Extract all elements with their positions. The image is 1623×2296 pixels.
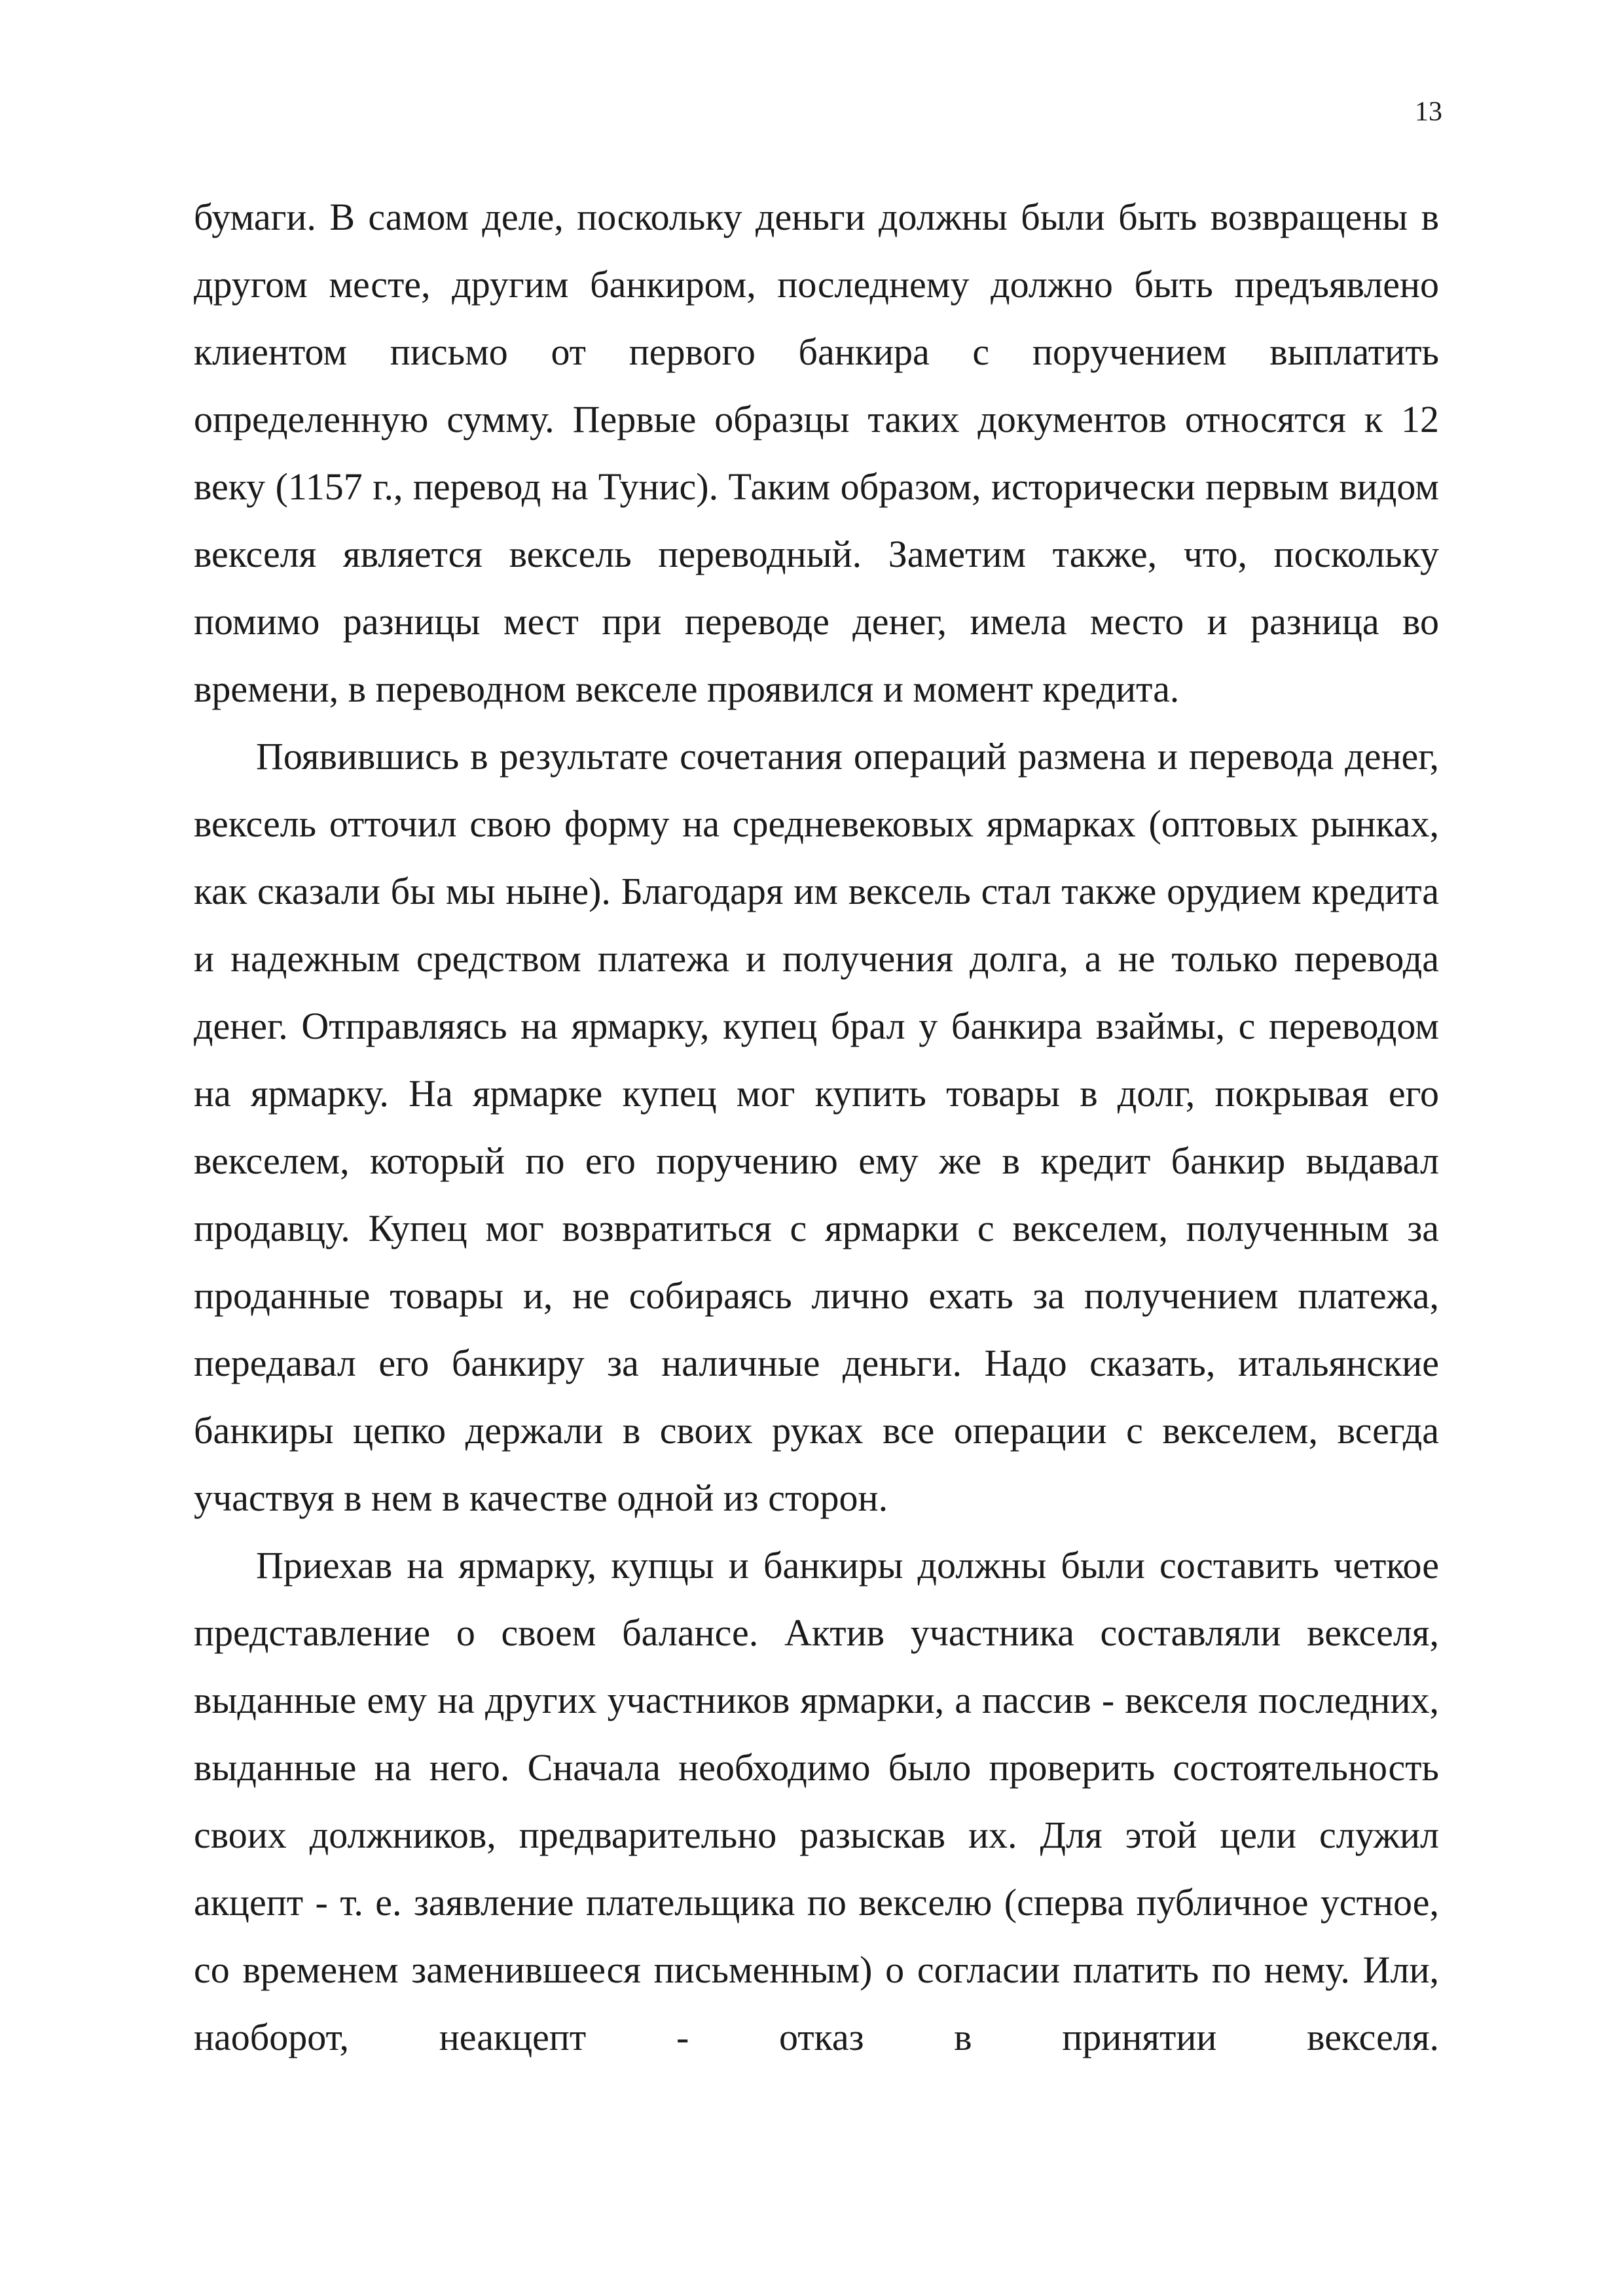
page-number: 13 bbox=[1415, 97, 1442, 127]
paragraph-1: бумаги. В самом деле, поскольку деньги должны были быть возвращены в другом месте, другим банкиром, последнему должно быть предъявлено клиентом письмо от первого банкира с поручением выплатить определенную сумму. Первые образцы таких документов относятся к 12 веку (1157 г., перевод на Тунис). Таким образом, исторически первым видом векселя является вексель переводный. Заметим также, что, поскольку помимо разницы мест при переводе денег, имела место и разница во времени, в переводном векселе проявился и момент кредита. bbox=[194, 196, 1439, 710]
paragraph-2: Появившись в результате сочетания операций размена и перевода денег, вексель отточил свою форму на средневековых ярмарках (оптовых рынках, как сказали бы мы ныне). Благодаря им вексель стал также орудием кредита и надежным средством платежа и получения долга, а не только перевода денег. Отправляясь на ярмарку, купец брал у банкира взаймы, с переводом на ярмарку. На ярмарке купец мог купить товары в долг, покрывая его векселем, который по его поручению ему же в кредит банкир выдавал продавцу. Купец мог возвратиться с ярмарки с векселем, полученным за проданные товары и, не собираясь лично ехать за получением платежа, передавал его банкиру за наличные деньги. Надо сказать, итальянские банкиры цепко держали в своих руках все операции с векселем, всегда участвуя в нем в качестве одной из сторон. bbox=[194, 735, 1439, 1519]
paragraph-3: Приехав на ярмарку, купцы и банкиры должны были составить четкое представление о своем балансе. Актив участника составляли векселя, выданные ему на других участников ярмарки, а пассив - векселя последних, выданные на него. Сначала необходимо было проверить состоятельность своих должников, предварительно разыскав их. Для этой цели служил акцепт - т. е. заявление плательщика по векселю (сперва публичное устное, со временем заменившееся письменным) о согласии платить по нему. Или, наоборот, неакцепт - отказ в принятии векселя. bbox=[194, 1544, 1439, 2058]
document-body bbox=[194, 183, 1439, 2071]
